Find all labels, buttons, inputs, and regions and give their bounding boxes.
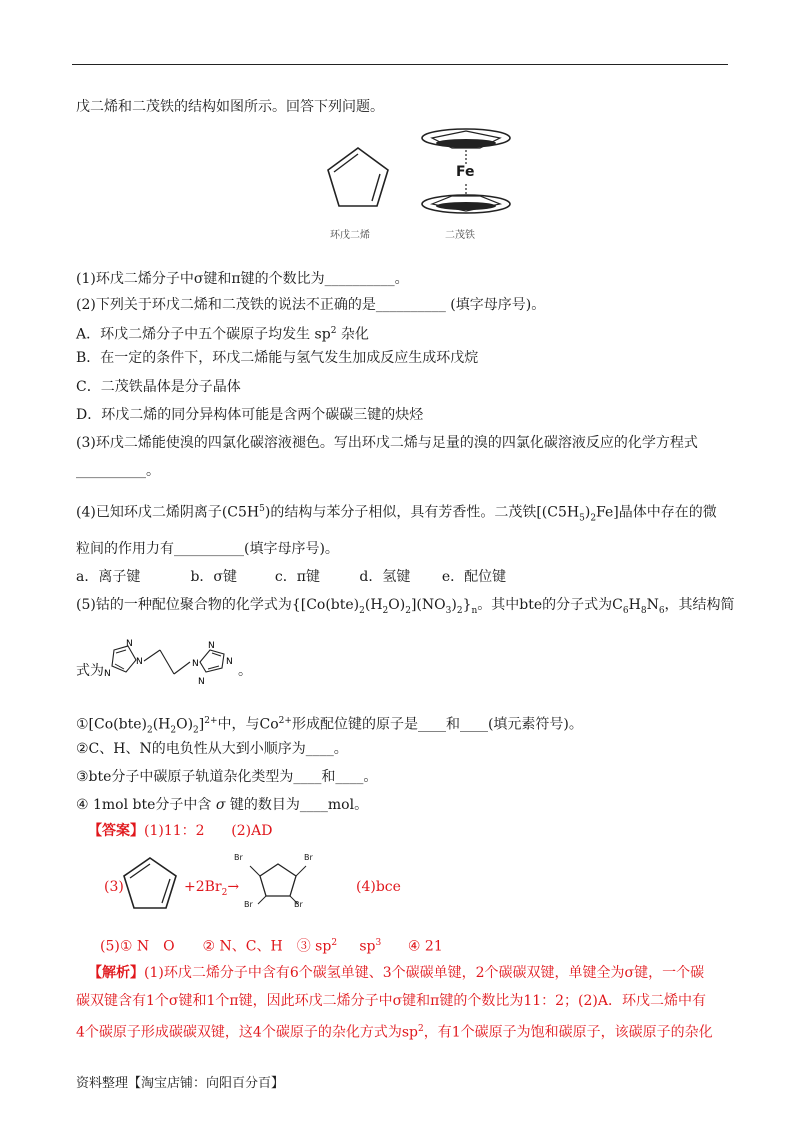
cyclopentadiene-structure	[318, 140, 398, 220]
question-4-line-1: (4)已知环戊二烯阴离子$(C5H^5)$的结构与苯分子相似，具有芳香性。二茂铁$[(C5H_5)_2Fe]$晶体中存在的微	[76, 504, 717, 524]
fe-label: Fe	[456, 164, 475, 180]
q5-subquestion-1: $①[Co(bte)_2(H_2O)_2]^{2+}$中，与$Co^{2+}$形成配位键的原子是____和____(填元素符号)。	[76, 716, 583, 736]
header-rule	[72, 64, 728, 65]
q4-option-e: e．配位键	[441, 569, 507, 585]
intro-text: 戊二烯和二茂铁的结构如图所示。回答下列问题。	[76, 99, 384, 115]
q4-options	[76, 568, 506, 586]
br-label-4: Br	[294, 900, 303, 909]
svg-text:N: N	[104, 669, 111, 679]
q4-option-b: b．σ键	[190, 569, 237, 585]
q2-option-c: C．二茂铁晶体是分子晶体	[76, 379, 241, 395]
question-3-line-2: __________。	[76, 463, 160, 479]
br-label-1: Br	[234, 853, 243, 862]
answer-3-reagent: $+2Br_2\to$	[184, 879, 240, 898]
q5-structure-prefix: 式为	[76, 663, 104, 679]
svg-text:N: N	[192, 659, 199, 669]
question-2: (2)下列关于环戊二烯和二茂铁的说法不正确的是__________ (填字母序号)。	[76, 297, 546, 313]
q4-option-d: d．氢键	[359, 569, 411, 585]
svg-text:N: N	[208, 641, 215, 651]
svg-text:N: N	[126, 639, 133, 649]
question-1: (1)环戊二烯分子中σ键和π键的个数比为__________。	[76, 271, 409, 287]
q2-option-b: B．在一定的条件下，环戊二烯能与氢气发生加成反应生成环戊烷	[76, 350, 479, 366]
answer-3-label: (3)	[104, 879, 124, 895]
br-label-2: Br	[304, 853, 313, 862]
q5-subquestion-2: ②C、H、N的电负性从大到小顺序为____。	[76, 741, 348, 757]
question-4-line-2: 粒间的作用力有__________(填字母序号)。	[76, 541, 339, 557]
svg-text:N: N	[198, 677, 205, 687]
q4-option-c: c．π键	[274, 569, 320, 585]
q5-structure-suffix: 。	[238, 663, 252, 679]
question-5-line-1: (5)钴的一种配位聚合物的化学式为$\{[Co(bte)_2(H_2O)_2](NO_3)_2\}_n$。其中bte的分子式为$C_6H_8N_6$，其结构简	[76, 597, 735, 616]
svg-text:N: N	[226, 657, 233, 667]
q5-subquestion-3: ③bte分子中碳原子轨道杂化类型为____和____。	[76, 769, 378, 785]
analysis-line-3: 4个碳原子形成碳碳双键，这4个碳原子的杂化方式为$sp^2$，有1个碳原子为饱和碳原子，该碳原子的杂化	[76, 1024, 713, 1041]
answer-cyclopentadiene	[118, 852, 182, 916]
q2-option-a: A．环戊二烯分子中五个碳原子均发生 $sp^2$ 杂化	[76, 326, 369, 343]
q5-subquestion-4: ④ 1mol bte分子中含 σ 键的数目为____mol。	[76, 797, 369, 813]
q2-option-d: D．环戊二烯的同分异构体可能是含两个碳碳三键的炔烃	[76, 407, 424, 423]
caption-cyclopentadiene: 环戊二烯	[330, 230, 370, 241]
answer-5: (5)① N O ② N、C、H ③ $sp^2$ $sp^3$ ④ 21	[100, 938, 443, 955]
analysis-line-2: 碳双键含有1个σ键和1个π键，因此环戊二烯分子中σ键和π键的个数比为11：2；(2)A．环戊二烯中有	[76, 993, 706, 1009]
analysis-line-1: 【解析】(1)环戊二烯分子中含有6个碳氢单键、3个碳碳单键，2个碳碳双键，单键全为σ键，一个碳	[88, 965, 705, 981]
q4-option-a: a．离子键	[76, 569, 141, 585]
br-label-3: Br	[244, 900, 253, 909]
answer-4: (4)bce	[356, 879, 401, 895]
caption-ferrocene: 二茂铁	[445, 230, 475, 241]
answer-line-1: 【答案】(1)11：2 (2)AD	[88, 823, 273, 839]
question-3-line-1: (3)环戊二烯能使溴的四氯化碳溶液褪色。写出环戊二烯与足量的溴的四氯化碳溶液反应的化学方程式	[76, 435, 698, 451]
svg-text:N: N	[136, 657, 143, 667]
footer-source: 资料整理【淘宝店铺：向阳百分百】	[76, 1076, 285, 1091]
bte-structure	[100, 636, 240, 690]
